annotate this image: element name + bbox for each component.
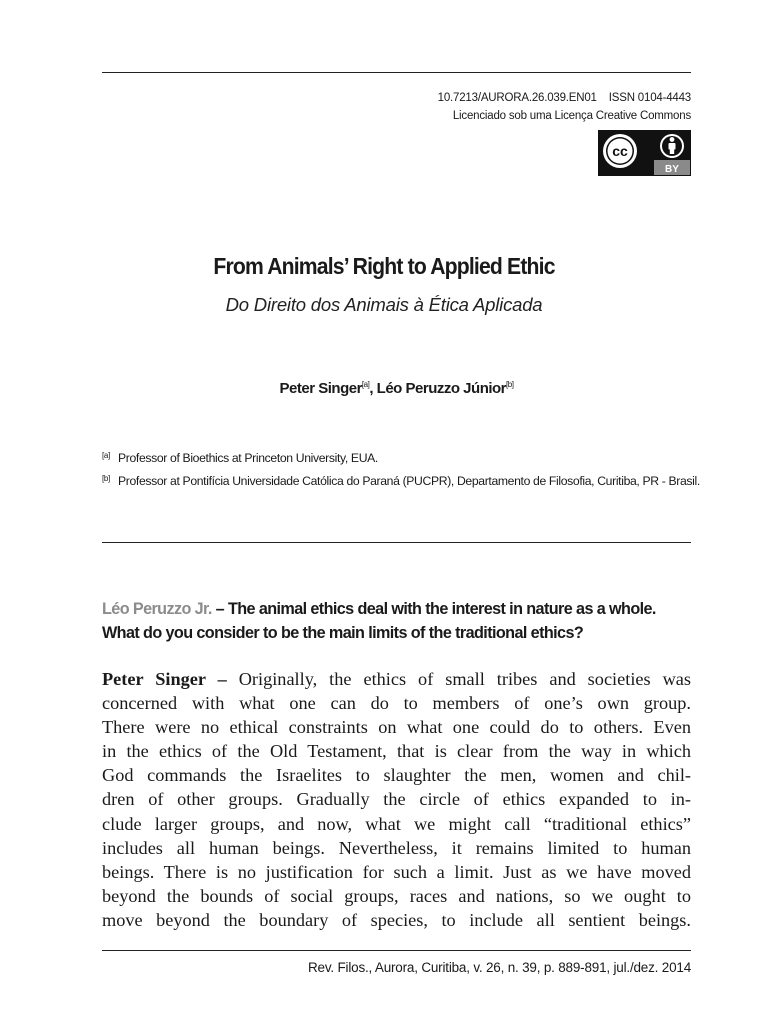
question-line-2: What do you consider to be the main limits of the traditional ethics? — [102, 624, 584, 642]
author-line — [0, 380, 768, 397]
creative-commons-by-badge[interactable] — [598, 130, 691, 176]
affiliation-a — [102, 451, 378, 465]
cc-letters: cc — [612, 143, 628, 159]
affiliation-b-text: Professor at Pontifícia Universidade Católica do Paraná (PUCPR), Departamento de Filosofia, Curitiba, PR - Brasil. — [118, 474, 700, 488]
author-separator: , — [369, 380, 377, 397]
answer-line: clude larger groups, and now, what we might call “traditional ethics” — [102, 813, 691, 834]
answer-line: God commands the Israelites to slaughter the men, women and chil- — [102, 765, 691, 786]
affiliation-a-text: Professor of Bioethics at Princeton University, EUA. — [118, 451, 378, 465]
interview-answer — [102, 667, 691, 932]
article-title: From Animals’ Right to Applied Ethic — [213, 253, 555, 279]
answer-line: beings. There is no justification for such a limit. Just as we have moved — [102, 861, 691, 882]
interview-question — [102, 597, 702, 645]
section-divider — [102, 542, 691, 543]
author-singer: Peter Singer — [279, 380, 362, 397]
issn-text: ISSN 0104-4443 — [608, 92, 691, 104]
answer-line: dren of other groups. Gradually the circle of ethics expanded to in- — [102, 789, 691, 810]
cc-by-icon — [598, 130, 691, 176]
author-peruzzo: Léo Peruzzo Júnior — [376, 380, 507, 397]
answer-line: There were no ethical constraints on what one could do to others. Even — [102, 717, 691, 738]
question-line-1: – The animal ethics deal with the interest in nature as a whole. — [211, 600, 656, 618]
journal-citation: Rev. Filos., Aurora, Curitiba, v. 26, n. 39, p. 889-891, jul./dez. 2014 — [307, 960, 691, 975]
by-label: BY — [665, 164, 679, 175]
answer-line: in the ethics of the Old Testament, that is clear from the way in which — [102, 741, 691, 762]
doi-text: 10.7213/AURORA.26.039.EN01 — [437, 92, 597, 104]
affiliation-b-mark: [b] — [102, 474, 110, 483]
answer-line — [102, 667, 691, 691]
answer-text: Originally, the ethics of small tribes and societies was — [226, 669, 692, 689]
affiliation-mark-b: [b] — [506, 380, 514, 389]
doi-issn-line — [438, 90, 691, 106]
answer-line: includes all human beings. Nevertheless, it remains limited to human — [102, 837, 691, 858]
article-subtitle: Do Direito dos Animais à Ética Aplicada — [225, 294, 543, 315]
footer-rule — [102, 950, 691, 951]
header-rule — [102, 72, 691, 73]
answer-speaker: Peter Singer – — [102, 669, 227, 689]
license-text: Licenciado sob uma Licença Creative Commons — [452, 110, 691, 122]
answer-line: concerned with what one can do to members of one’s own group. — [102, 693, 691, 714]
affiliation-b — [102, 474, 700, 488]
affiliation-mark-a: [a] — [361, 380, 370, 389]
answer-line: move beyond the boundary of species, to include all sentient beings. — [102, 909, 691, 930]
answer-line: beyond the bounds of social groups, races and nations, so we ought to — [102, 885, 691, 906]
question-asker: Léo Peruzzo Jr. — [102, 600, 212, 618]
affiliation-a-mark: [a] — [102, 451, 110, 460]
